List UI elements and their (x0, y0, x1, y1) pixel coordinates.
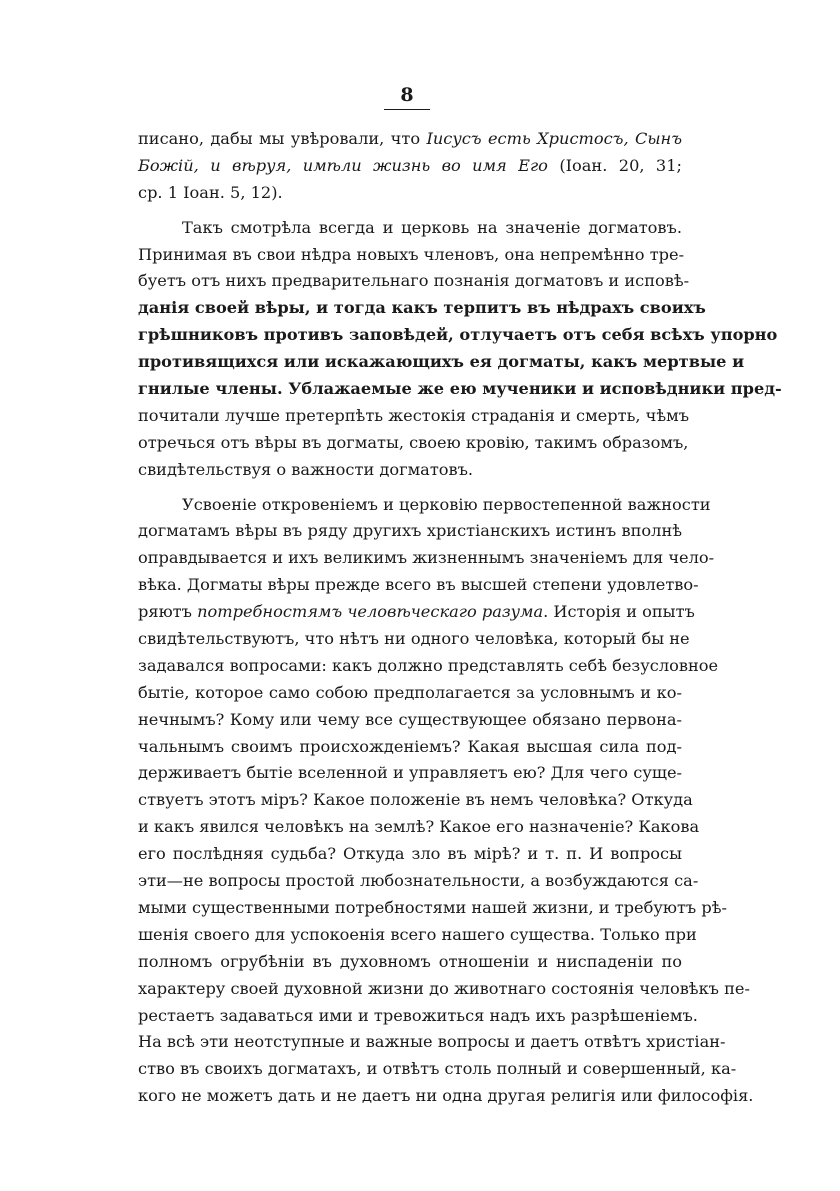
text-line (138, 376, 782, 403)
text-line (138, 680, 682, 707)
text-segment: грѣшниковъ противъ заповѣдей, отлучаетъ отъ себя всѣхъ упорно (138, 325, 778, 345)
italic-text: Iисусъ есть Христосъ, Сынъ (426, 129, 682, 148)
text-line (138, 268, 690, 295)
text-segment: нечнымъ? Кому или чему все существующее обязано первона- (138, 709, 682, 729)
page-number-rule (384, 109, 430, 110)
text-segment: почитали лучше претерпѣть жестокiя страданiя и смерть, чѣмъ (138, 405, 690, 425)
text-line (138, 814, 700, 841)
text-segment: бытiе, которое само собою предполагается за условнымъ и ко- (138, 682, 682, 702)
text-line (138, 457, 682, 484)
text-line (138, 349, 745, 376)
text-body (138, 126, 782, 1110)
text-line (138, 545, 715, 572)
text-segment: догматамъ вѣры въ ряду другихъ христiанскихъ истинъ вполнѣ (138, 521, 682, 541)
text-segment: его послѣдняя судьба? Откуда зло въ мiрѣ? и т. п. И вопросы (138, 844, 682, 864)
text-segment: рестаетъ задаваться ими и тревожиться надъ ихъ разрѣшенiемъ. (138, 1005, 698, 1025)
text-line (138, 518, 682, 545)
text-line (138, 949, 682, 976)
text-segment: ство въ своихъ догматахъ, и отвѣтъ столь полный и совершенный, ка- (138, 1059, 737, 1079)
text-segment: (Iоан. 20, 31; (547, 155, 682, 175)
text-segment: гнилые члены. Ублажаемые же ею мученики и исповѣдники пред- (138, 379, 782, 399)
text-segment: писано, дабы мы увѣровали, что (138, 129, 427, 148)
text-segment: кого не можетъ дать и не даетъ ни одна другая религiя или философiя. (138, 1086, 754, 1106)
text-line (138, 599, 695, 626)
text-segment: Такъ смотрѣла всегда и церковь на значенiе догматовъ. (182, 217, 682, 237)
text-segment: Принимая въ свои нѣдра новыхъ членовъ, она непремѣнно тре- (138, 244, 685, 264)
text-line (138, 734, 682, 761)
text-segment: задавался вопросами: какъ должно представлять себѣ безусловное (138, 655, 719, 675)
text-segment: мыми существенными потребностями нашей жизни, и требуютъ рѣ- (138, 897, 727, 917)
text-line (138, 1083, 754, 1110)
text-segment: буетъ отъ нихъ предварительнаго познанiя догматовъ и исповѣ- (138, 271, 690, 291)
text-segment: На всѣ эти неотступные и важные вопросы и даетъ отвѣтъ христiан- (138, 1032, 726, 1052)
text-segment: ср. 1 Iоан. 5, 12). (138, 182, 283, 202)
text-segment: ствуетъ этотъ мiръ? Какое положенiе въ немъ человѣка? Откуда (138, 790, 693, 810)
text-line (138, 760, 682, 787)
text-line (138, 1029, 726, 1056)
text-line (138, 153, 682, 180)
text-line (138, 1056, 737, 1083)
text-segment: ряютъ (138, 602, 198, 622)
paragraph (138, 215, 782, 484)
text-line (138, 126, 682, 153)
text-segment: чальнымъ своимъ происхожденiемъ? Какая высшая сила под- (138, 736, 682, 756)
text-segment: противящихся или искажающихъ ея догматы, какъ мертвые и (138, 352, 745, 372)
text-line (138, 242, 685, 269)
text-segment: . Исторiя и опытъ (543, 602, 695, 622)
paragraph (138, 126, 682, 207)
paragraph (138, 492, 754, 1110)
text-line (138, 180, 682, 207)
text-line (138, 976, 750, 1003)
text-segment: полномъ огрубѣнiи въ духовномъ отношенiи и ниспаденiи по (138, 951, 682, 971)
text-segment: держиваетъ бытiе вселенной и управляетъ ею? Для чего суще- (138, 763, 682, 783)
text-segment: эти—не вопросы простой любознательности, а возбуждаются са- (138, 871, 699, 891)
text-segment: шенiя своего для успокоенiя всего нашего существа. Только при (138, 924, 697, 944)
italic-text: потребностямъ человѣческаго разума (197, 602, 544, 622)
paragraph-gap (138, 484, 682, 492)
text-line (138, 841, 682, 868)
text-line (138, 653, 719, 680)
text-line (138, 295, 706, 322)
text-line (138, 707, 682, 734)
text-segment: и какъ явился человѣкъ на землѣ? Какое его назначенiе? Какова (138, 817, 700, 837)
text-segment: данiя своей вѣры, и тогда какъ терпитъ въ нѣдрахъ своихъ (138, 298, 706, 318)
text-line (138, 572, 699, 599)
text-line (138, 868, 699, 895)
italic-text: Божiй, и вѣруя, имѣли жизнь во имя Его (138, 155, 548, 175)
text-segment: характеру своей духовной жизни до животнаго состоянiя человѣкъ пе- (138, 978, 750, 998)
page-number: 8 (400, 84, 414, 106)
text-segment: Усвоенiе откровенiемъ и церковiю первостепенной важности (182, 494, 711, 514)
text-line (138, 215, 682, 242)
text-line (138, 1003, 698, 1030)
text-line (138, 430, 689, 457)
text-line (138, 403, 690, 430)
text-line (138, 922, 697, 949)
text-line (138, 626, 690, 653)
text-line (138, 895, 727, 922)
text-segment: свидѣтельствуютъ, что нѣтъ ни одного человѣка, который бы не (138, 629, 690, 649)
text-segment: отречься отъ вѣры въ догматы, своею кровiю, такимъ образомъ, (138, 432, 689, 452)
paragraph-gap (138, 207, 682, 215)
text-line (138, 787, 693, 814)
text-segment: оправдывается и ихъ великимъ жизненнымъ значенiемъ для чело- (138, 548, 715, 568)
text-line (138, 322, 778, 349)
text-segment: вѣка. Догматы вѣры прежде всего въ высшей степени удовлетво- (138, 575, 699, 595)
text-segment: свидѣтельствуя о важности догматовъ. (138, 459, 474, 479)
text-line (138, 492, 711, 519)
